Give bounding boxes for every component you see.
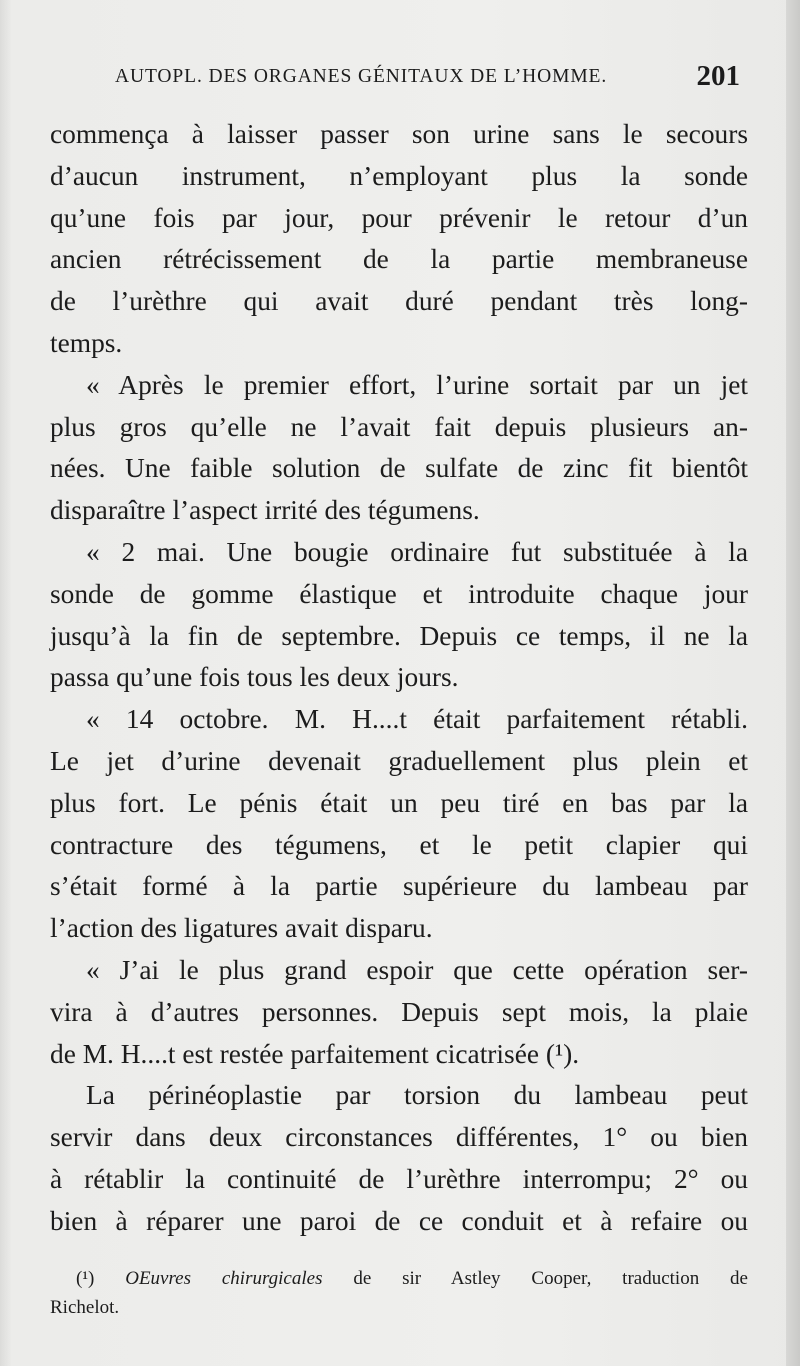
footnote-work-title: OEuvres chirurgicales	[125, 1268, 323, 1289]
body-text	[50, 114, 748, 1243]
text-line: d’aucun instrument, n’employant plus la sonde	[50, 160, 748, 191]
text-line: nées. Une faible solution de sulfate de zinc fit bientôt	[50, 453, 748, 484]
text-line: contracture des tégumens, et le petit clapier qui	[50, 829, 748, 860]
footnote-text: de sir Astley Cooper, traduction de	[353, 1268, 748, 1289]
text-line: disparaître l’aspect irrité des tégumens.	[50, 495, 480, 526]
page-header	[115, 60, 740, 96]
text-line: « J’ai le plus grand espoir que cette opération ser-	[86, 954, 748, 985]
text-line: ancien rétrécissement de la partie membraneuse	[50, 244, 748, 275]
text-line: plus fort. Le pénis était un peu tiré en bas par la	[50, 787, 748, 818]
text-line: servir dans deux circonstances différentes, 1° ou bien	[50, 1122, 748, 1153]
text-line: de l’urèthre qui avait duré pendant très long-	[50, 286, 748, 317]
text-line: « 14 octobre. M. H....t était parfaitement rétabli.	[86, 704, 748, 735]
footnote-marker: (¹)	[76, 1268, 95, 1289]
page-edge-shadow	[786, 0, 800, 1366]
text-line: à rétablir la continuité de l’urèthre interrompu; 2° ou	[50, 1163, 748, 1194]
text-line: temps.	[50, 327, 123, 358]
text-line: plus gros qu’elle ne l’avait fait depuis plusieurs an-	[50, 411, 748, 442]
text-line: de M. H....t est restée parfaitement cicatrisée (¹).	[50, 1038, 580, 1069]
text-line: sonde de gomme élastique et introduite chaque jour	[50, 578, 748, 609]
text-line: La périnéoplastie par torsion du lambeau peut	[86, 1080, 748, 1111]
text-line: bien à réparer une paroi de ce conduit et à refaire ou	[50, 1205, 748, 1236]
running-title: AUTOPL. DES ORGANES GÉNITAUX DE L’HOMME.	[115, 66, 608, 87]
text-line: l’action des ligatures avait disparu.	[50, 913, 433, 944]
text-line: qu’une fois par jour, pour prévenir le retour d’un	[50, 202, 748, 233]
text-line: passa qu’une fois tous les deux jours.	[50, 662, 459, 693]
text-line: commença à laisser passer son urine sans le secours	[50, 119, 748, 149]
text-line: « Après le premier effort, l’urine sortait par un jet	[86, 369, 748, 400]
footnote-line: Richelot.	[50, 1297, 120, 1318]
text-line: jusqu’à la fin de septembre. Depuis ce temps, il ne la	[50, 620, 748, 651]
text-line: vira à d’autres personnes. Depuis sept mois, la plaie	[50, 996, 748, 1027]
text-line: s’était formé à la partie supérieure du lambeau par	[50, 871, 748, 902]
footnote	[50, 1264, 748, 1322]
text-line: « 2 mai. Une bougie ordinaire fut substituée à la	[86, 536, 748, 567]
footnote-line	[50, 1264, 748, 1293]
page-number: 201	[696, 60, 740, 92]
text-line: Le jet d’urine devenait graduellement plus plein et	[50, 745, 748, 776]
